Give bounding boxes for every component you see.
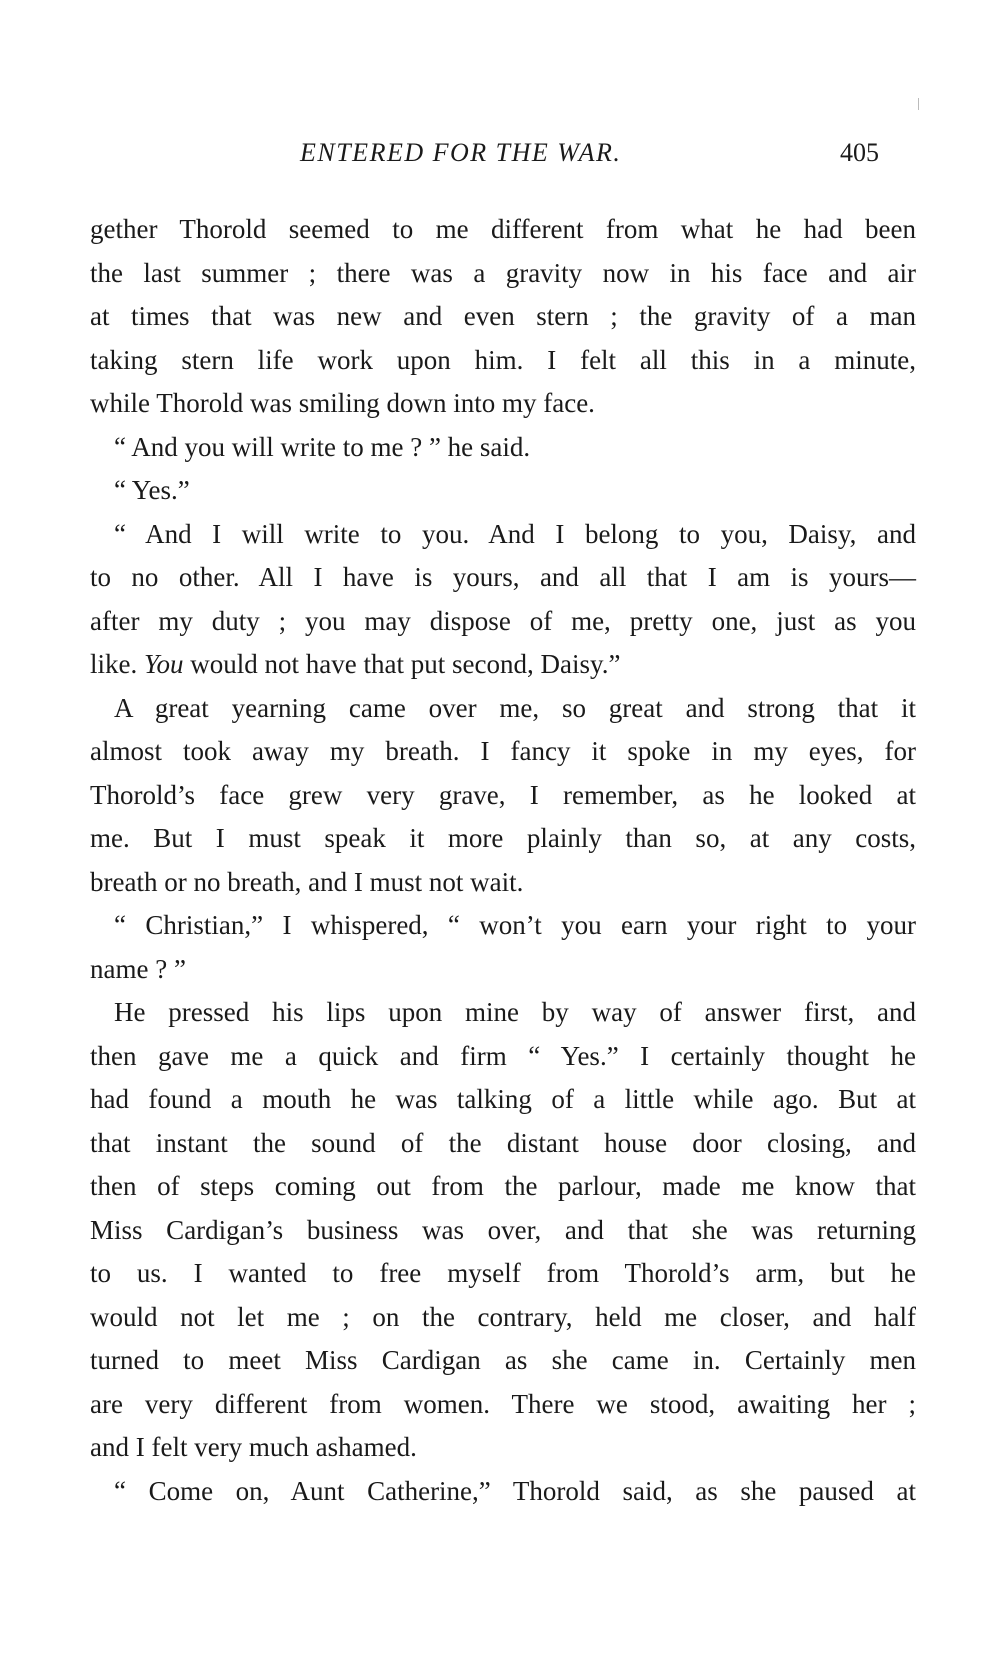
text-line: gether Thorold seemed to me different from what he had been [90, 214, 916, 244]
text-line: while Thorold was smiling down into my face. [90, 388, 595, 418]
text-line: “ Christian,” I whispered, “ won’t you earn your right to your [114, 910, 916, 940]
margin-mark [918, 98, 919, 110]
italic-word: You [144, 649, 184, 679]
text-line: “ And I will write to you. And I belong to you, Daisy, and [114, 518, 916, 549]
line-part: would not have that put second, Daisy.” [183, 649, 621, 679]
text-line: “ And you will write to me ? ” he said. [114, 431, 531, 462]
page-number: 405 [840, 138, 879, 167]
text-line [90, 643, 916, 687]
text-line: then gave me a quick and firm “ Yes.” I certainly thought he [90, 1040, 916, 1071]
text-line: that instant the sound of the distant house door closing, and [90, 1127, 916, 1158]
body-text [90, 208, 916, 1513]
text-line: me. But I must speak it more plainly than so, at any costs, [90, 823, 916, 853]
text-line: almost took away my breath. I fancy it spoke in my eyes, for [90, 736, 916, 766]
text-line: then of steps coming out from the parlour, made me know that [90, 1171, 916, 1201]
text-line: “ Yes.” [114, 475, 190, 505]
text-line: He pressed his lips upon mine by way of answer first, and [114, 997, 916, 1027]
text-line: at times that was new and even stern ; the gravity of a man [90, 301, 916, 331]
text-line: the last summer ; there was a gravity now in his face and air [90, 257, 916, 288]
text-line: breath or no breath, and I must not wait. [90, 866, 524, 897]
text-line: to us. I wanted to free myself from Thorold’s arm, but he [90, 1258, 916, 1288]
text-line: to no other. All I have is yours, and all that I am is yours— [90, 562, 916, 592]
text-line: Miss Cardigan’s business was over, and that she was returning [90, 1214, 916, 1245]
running-title: ENTERED FOR THE WAR. [300, 138, 622, 167]
text-line: name ? ” [90, 953, 186, 984]
text-line: A great yearning came over me, so great and strong that it [114, 692, 916, 723]
text-line: would not let me ; on the contrary, held me closer, and half [90, 1301, 916, 1332]
text-line: “ Come on, Aunt Catherine,” Thorold said, as she paused at [114, 1475, 916, 1506]
text-line: are very different from women. There we stood, awaiting her ; [90, 1388, 916, 1419]
running-head [0, 138, 1000, 178]
text-line: turned to meet Miss Cardigan as she came in. Certainly men [90, 1345, 916, 1375]
text-line: after my duty ; you may dispose of me, pretty one, just as you [90, 605, 916, 636]
line-part: like. [90, 649, 144, 679]
text-line: taking stern life work upon him. I felt all this in a minute, [90, 344, 916, 375]
text-line: Thorold’s face grew very grave, I remember, as he looked at [90, 779, 916, 810]
text-line: had found a mouth he was talking of a little while ago. But at [90, 1084, 916, 1114]
text-line: and I felt very much ashamed. [90, 1432, 417, 1462]
